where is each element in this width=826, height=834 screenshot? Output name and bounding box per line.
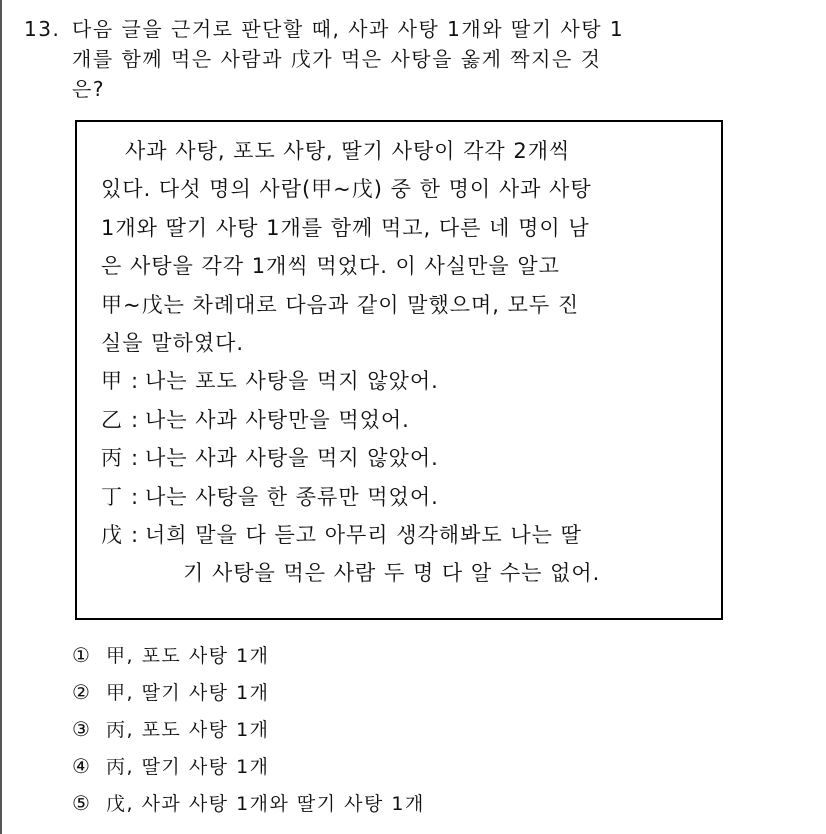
passage-box: [75, 120, 723, 620]
question-line-1: [24, 14, 784, 44]
statement-speaker: 丙: [101, 446, 123, 471]
option-5[interactable]: [72, 784, 425, 821]
option-number: ②: [72, 679, 92, 704]
option-2[interactable]: [72, 673, 425, 710]
statement-colon: :: [131, 522, 140, 547]
statement-text: 너희 말을 다 듣고 아무리 생각해봐도 나는 딸: [145, 522, 582, 547]
option-text: 甲, 포도 사탕 1개: [106, 645, 270, 667]
statement-speaker: 乙: [101, 407, 123, 432]
question-number: 13.: [24, 17, 61, 41]
statement-text: 나는 포도 사탕을 먹지 않았어.: [145, 369, 439, 394]
option-number: ③: [72, 716, 92, 741]
question-line-3: 은?: [72, 77, 105, 101]
passage-line-2: 있다. 다섯 명의 사람(甲~戊) 중 한 명이 사과 사탕: [101, 177, 592, 202]
statement-mu: [101, 516, 701, 554]
option-4[interactable]: [72, 747, 425, 784]
option-text: 丙, 포도 사탕 1개: [106, 719, 270, 741]
statement-text: 나는 사탕을 한 종류만 먹었어.: [145, 484, 439, 509]
passage-line-3: 1개와 딸기 사탕 1개를 함께 먹고, 다른 네 명이 남: [101, 215, 590, 240]
statement-eul: [101, 401, 701, 439]
option-number: ④: [72, 753, 92, 778]
statement-text: 나는 사과 사탕을 먹지 않았어.: [145, 446, 439, 471]
statement-speaker: 甲: [101, 369, 123, 394]
statement-mu-continuation: [101, 554, 701, 592]
page-left-border: [0, 0, 2, 834]
question-text-1: 다음 글을 근거로 판단할 때, 사과 사탕 1개와 딸기 사탕 1: [72, 17, 625, 41]
option-text: 戊, 사과 사탕 1개와 딸기 사탕 1개: [106, 793, 425, 815]
statement-jeong: [101, 478, 701, 516]
statement-text: 기 사탕을 먹은 사람 두 명 다 알 수는 없어.: [183, 561, 601, 586]
option-3[interactable]: [72, 710, 425, 747]
option-1[interactable]: [72, 636, 425, 673]
passage-line-6: 실을 말하였다.: [101, 330, 245, 355]
passage-text: [101, 132, 701, 593]
statement-colon: :: [131, 407, 140, 432]
statement-colon: :: [131, 369, 140, 394]
statement-gap: [101, 362, 701, 400]
option-number: ①: [72, 642, 92, 667]
question-line-2: 개를 함께 먹은 사람과 戊가 먹은 사탕을 옳게 짝지은 것: [72, 47, 602, 71]
statement-text: 나는 사과 사탕만을 먹었어.: [145, 407, 410, 432]
passage-line-5: 甲~戊는 차례대로 다음과 같이 말했으며, 모두 진: [101, 292, 580, 317]
statement-colon: :: [131, 446, 140, 471]
option-number: ⑤: [72, 790, 92, 815]
answer-options: [72, 636, 425, 821]
statement-colon: :: [131, 484, 140, 509]
passage-line-1: 사과 사탕, 포도 사탕, 딸기 사탕이 각각 2개씩: [125, 139, 571, 163]
question-stem: [24, 14, 784, 104]
option-text: 丙, 딸기 사탕 1개: [106, 756, 270, 778]
statement-speaker: 丁: [101, 484, 123, 509]
option-text: 甲, 딸기 사탕 1개: [106, 682, 270, 704]
statement-speaker: 戊: [101, 522, 123, 547]
passage-line-4: 은 사탕을 각각 1개씩 먹었다. 이 사실만을 알고: [101, 254, 560, 279]
statement-byeong: [101, 439, 701, 477]
